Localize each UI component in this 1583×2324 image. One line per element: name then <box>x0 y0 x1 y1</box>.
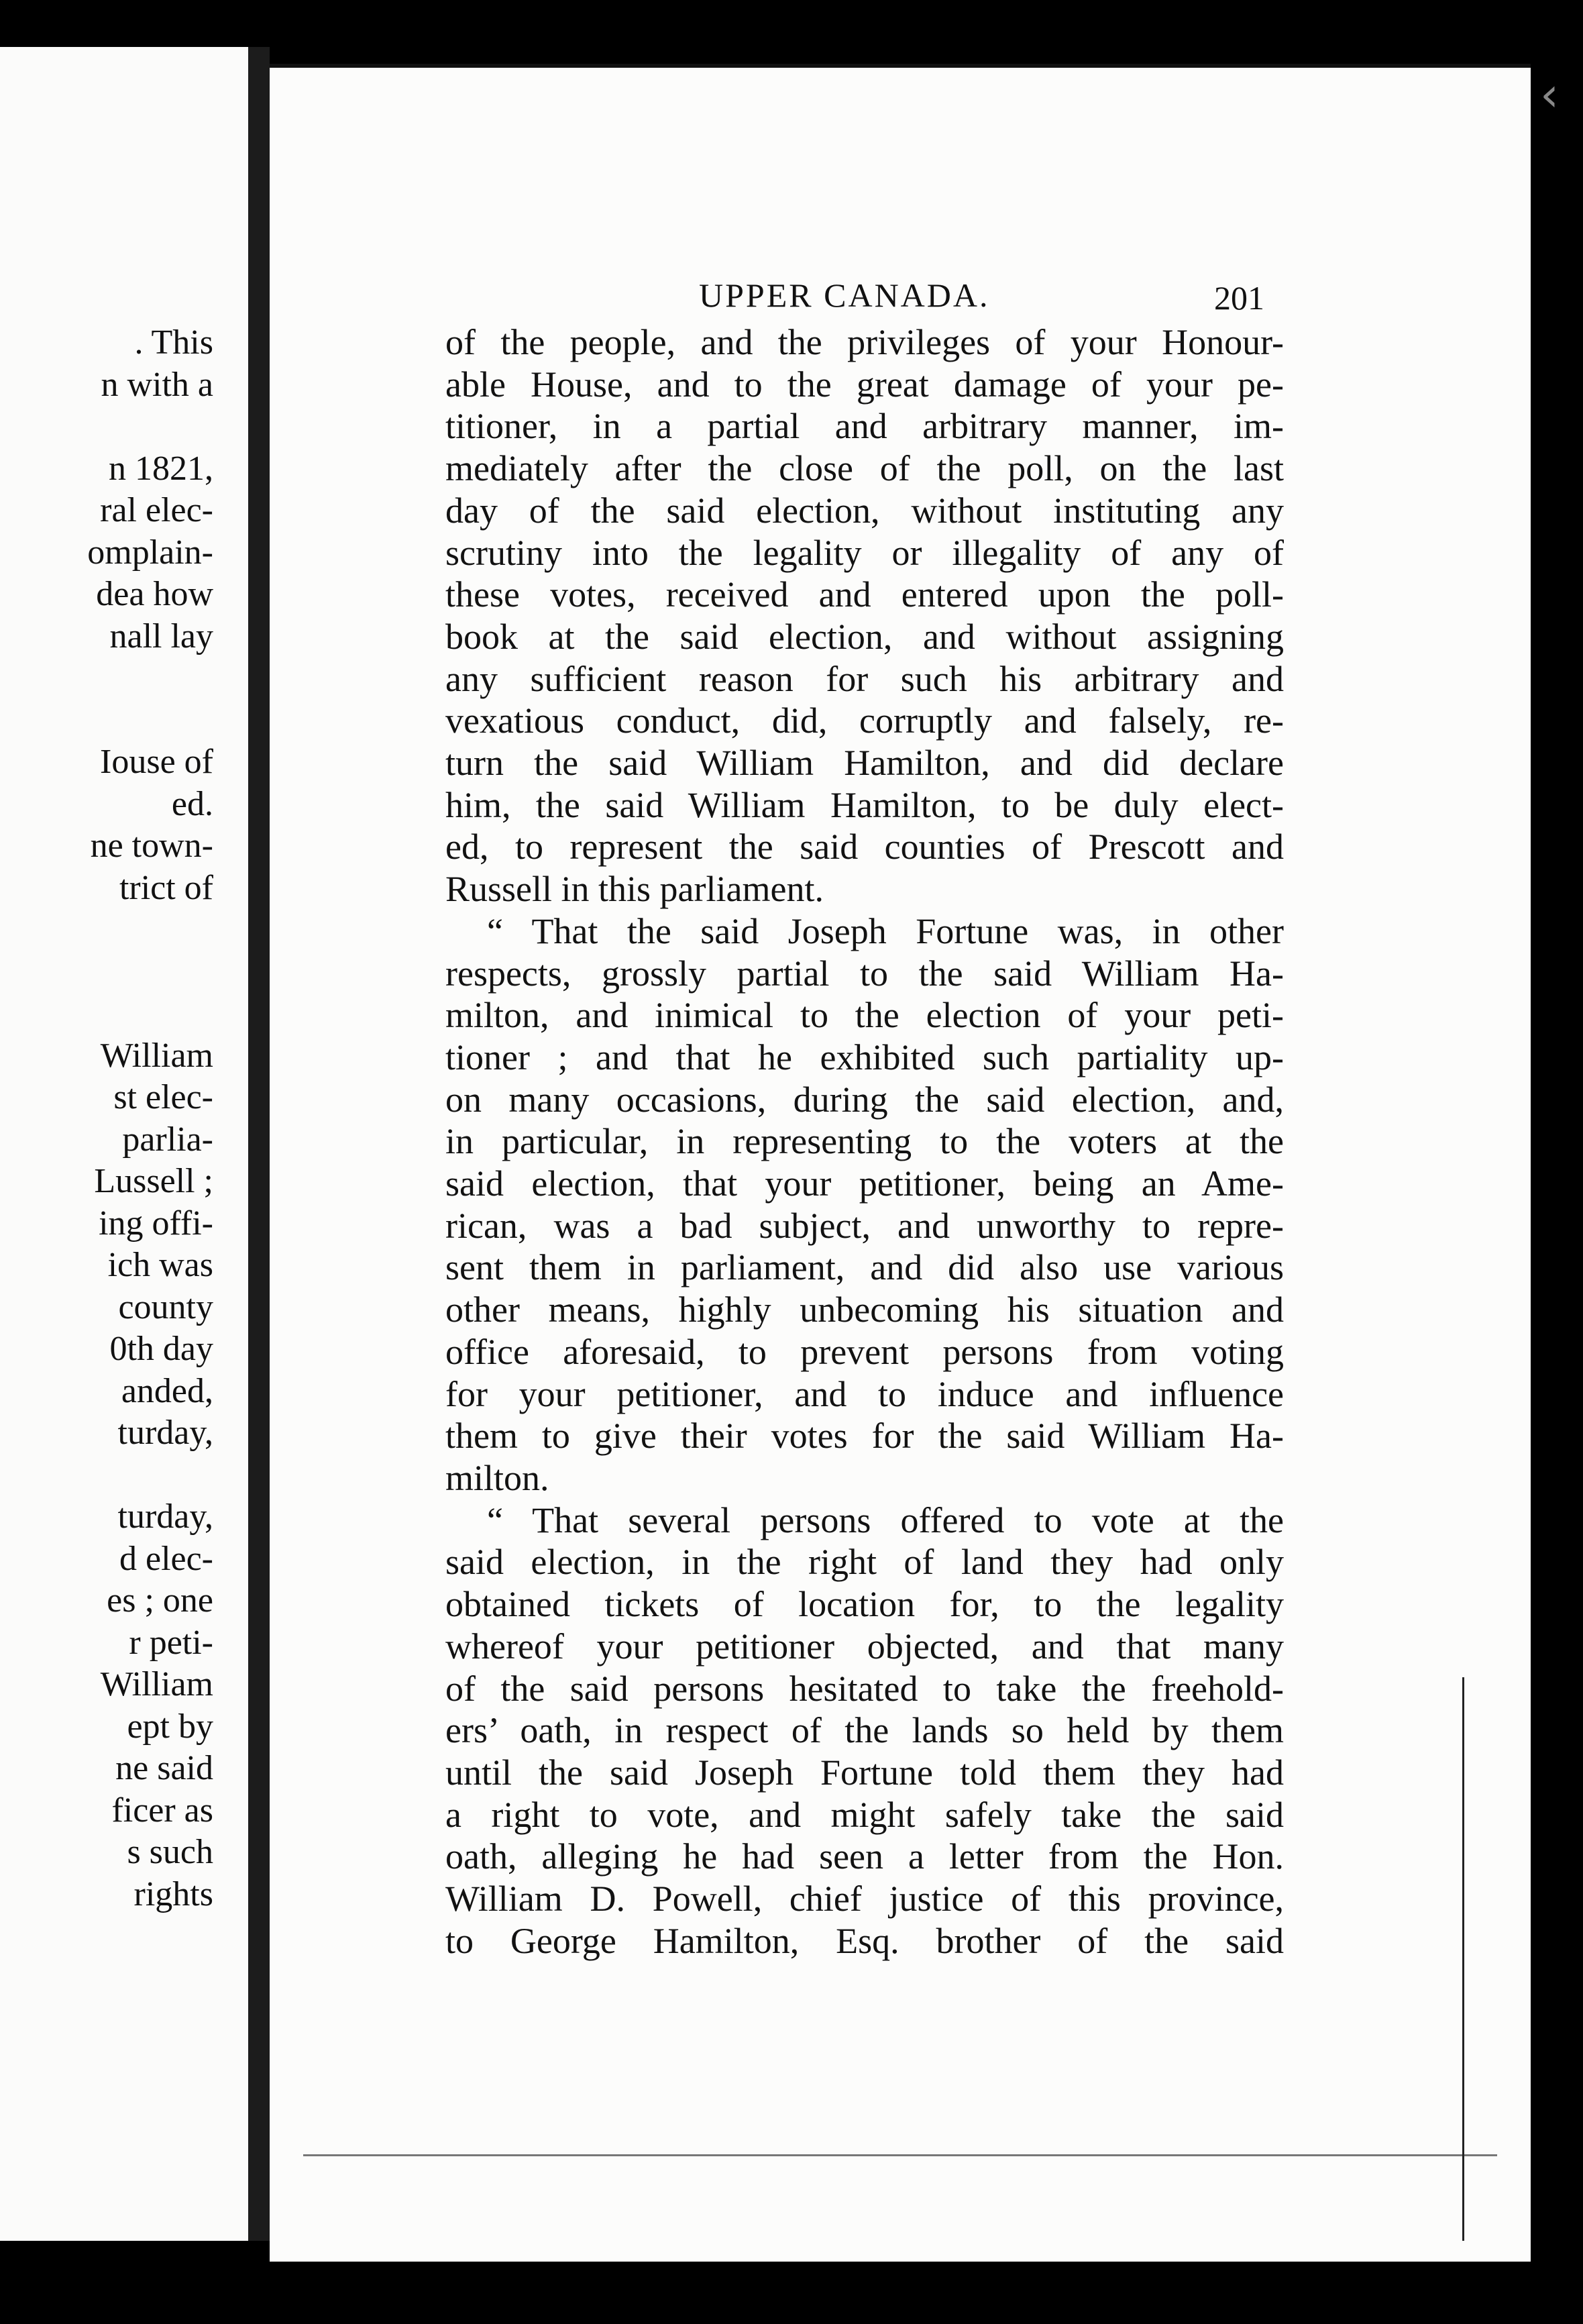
left-page-line: Lussell ; <box>94 1162 213 1200</box>
left-page-line: . This <box>134 323 213 362</box>
text-line: oath, alleging he had seen a letter from the Hon. <box>445 1836 1284 1877</box>
text-line: Russell in this parliament. <box>445 869 824 910</box>
text-line: turn the said William Hamilton, and did declare <box>445 743 1284 784</box>
left-page-line: s such <box>127 1833 213 1871</box>
page-rule <box>303 2154 1497 2156</box>
left-page-line: n 1821, <box>109 449 213 488</box>
left-page-line: nall lay <box>109 617 213 655</box>
text-line: scrutiny into the legality or illegality of any of <box>445 532 1284 573</box>
text-line: office aforesaid, to prevent persons from voting <box>445 1331 1284 1372</box>
text-line: these votes, received and entered upon the poll- <box>445 574 1284 615</box>
left-page-line: n with a <box>101 365 213 404</box>
left-page-line: parlia- <box>122 1120 213 1159</box>
text-line: said election, in the right of land they had only <box>445 1542 1284 1583</box>
text-line: him, the said William Hamilton, to be duly elect- <box>445 784 1284 825</box>
left-page-line: d elec- <box>119 1539 213 1578</box>
left-page-line: ing offi- <box>99 1204 213 1243</box>
body-text <box>445 321 1284 1962</box>
text-line: mediately after the close of the poll, on the last <box>445 448 1284 489</box>
text-line: on many occasions, during the said election, and, <box>445 1079 1284 1120</box>
text-line: them to give their votes for the said William Ha- <box>445 1416 1284 1457</box>
text-line: respects, grossly partial to the said William Ha- <box>445 953 1284 994</box>
left-page-line: William <box>100 1665 213 1703</box>
book-gutter <box>248 47 270 2241</box>
left-page-line: st elec- <box>113 1078 213 1116</box>
page-number: 201 <box>1214 279 1264 317</box>
text-line: until the said Joseph Fortune told them they had <box>445 1752 1284 1793</box>
left-page-line: ed. <box>171 784 213 823</box>
left-page-line: ficer as <box>111 1791 213 1830</box>
left-page-line: county <box>118 1287 213 1326</box>
left-page-line: William <box>100 1036 213 1075</box>
text-line: day of the said election, without instituting any <box>445 490 1284 531</box>
text-line: book at the said election, and without assigning <box>445 616 1284 657</box>
left-page-line: ne said <box>115 1749 213 1787</box>
text-line: milton, and inimical to the election of your peti- <box>445 995 1284 1036</box>
left-page-line: turday, <box>117 1497 213 1536</box>
text-line: titioner, in a partial and arbitrary manner, im- <box>445 406 1284 447</box>
left-page-line: anded, <box>121 1371 213 1410</box>
text-line: milton. <box>445 1457 549 1498</box>
page-edge <box>1462 1677 1491 2241</box>
left-page-line: 0th day <box>109 1330 213 1368</box>
left-page-line: ich was <box>107 1246 213 1284</box>
left-page-line: dea how <box>96 575 213 613</box>
running-head: UPPER CANADA. <box>699 276 990 314</box>
text-line: sent them in parliament, and did also use various <box>445 1247 1284 1288</box>
text-line: “ That several persons offered to vote at the <box>487 1499 1284 1540</box>
text-line: other means, highly unbecoming his situation and <box>445 1289 1284 1330</box>
text-line: “ That the said Joseph Fortune was, in other <box>487 910 1284 951</box>
left-page-line: turday, <box>117 1414 213 1452</box>
text-line: ed, to represent the said counties of Prescott and <box>445 827 1284 867</box>
text-line: any sufficient reason for such his arbitrary and <box>445 658 1284 699</box>
text-line: tioner ; and that he exhibited such partiality up- <box>445 1037 1284 1077</box>
left-page-line: es ; one <box>107 1581 213 1620</box>
left-facing-page <box>0 47 248 2241</box>
left-page-line: Iouse of <box>100 743 213 781</box>
text-line: to George Hamilton, Esq. brother of the said <box>445 1920 1284 1961</box>
text-line: rican, was a bad subject, and unworthy to repre- <box>445 1205 1284 1246</box>
right-page <box>270 64 1531 2262</box>
text-line: whereof your petitioner objected, and that many <box>445 1626 1284 1667</box>
text-line: for your petitioner, and to induce and influence <box>445 1373 1284 1414</box>
text-line: of the people, and the privileges of your Honour- <box>445 322 1284 362</box>
scan-corner-mark: ‹ <box>1540 67 1559 122</box>
left-page-line: rights <box>133 1874 213 1913</box>
text-line: ers’ oath, in respect of the lands so held by them <box>445 1710 1284 1751</box>
text-line: said election, that your petitioner, being an Ame- <box>445 1163 1284 1204</box>
left-page-line: trict of <box>119 868 213 907</box>
left-page-line: omplain- <box>87 533 213 572</box>
text-line: of the said persons hesitated to take the freehold- <box>445 1668 1284 1709</box>
text-line: in particular, in representing to the voters at the <box>445 1121 1284 1162</box>
text-line: William D. Powell, chief justice of this province, <box>445 1879 1284 1919</box>
left-page-line: ept by <box>127 1707 213 1746</box>
text-line: able House, and to the great damage of your pe- <box>445 364 1284 405</box>
text-line: obtained tickets of location for, to the legality <box>445 1584 1284 1625</box>
left-page-line: ne town- <box>90 827 213 865</box>
text-line: vexatious conduct, did, corruptly and falsely, re- <box>445 700 1284 741</box>
left-page-line: r peti- <box>129 1623 213 1662</box>
text-line: a right to vote, and might safely take the said <box>445 1794 1284 1835</box>
left-page-line: ral elec- <box>100 491 213 529</box>
